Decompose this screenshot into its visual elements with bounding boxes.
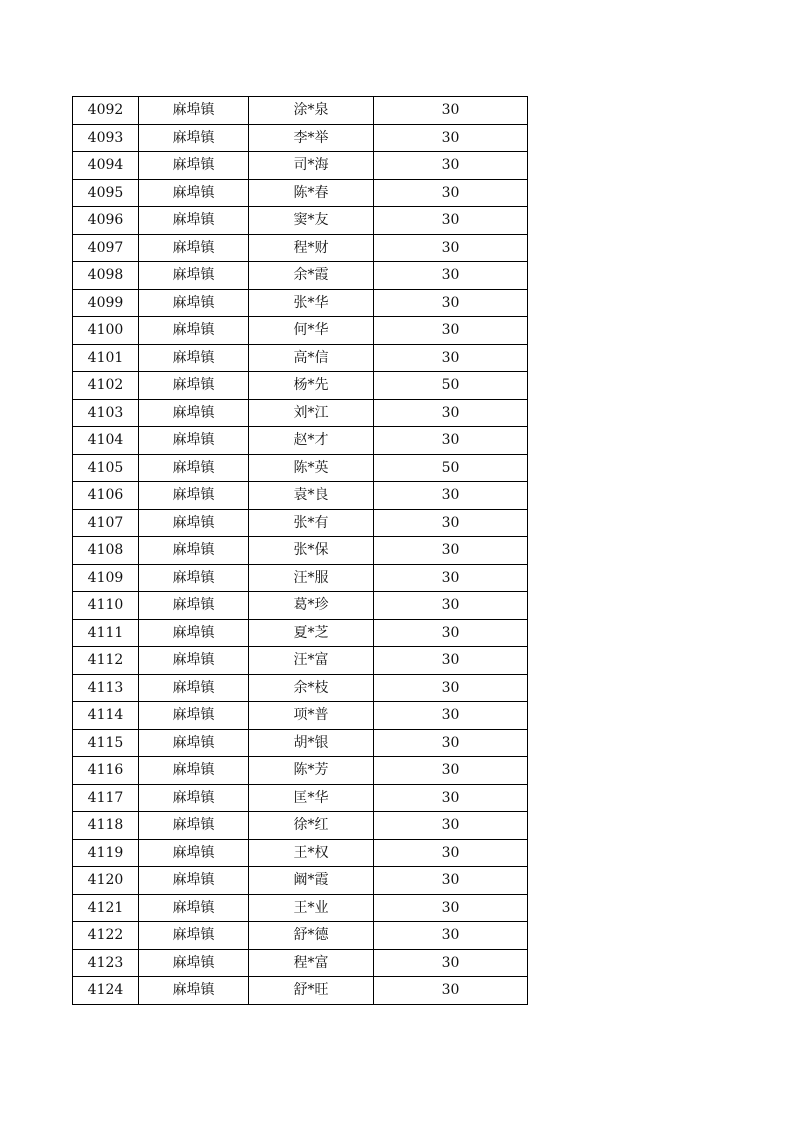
town-cell: 麻埠镇 [139,867,249,895]
amount-cell: 30 [374,702,528,730]
person-name-cell: 陈*英 [249,454,374,482]
row-number-cell: 4094 [73,152,139,180]
row-number-cell: 4103 [73,399,139,427]
amount-cell: 30 [374,482,528,510]
person-name-cell: 汪*富 [249,647,374,675]
person-name-cell: 舒*旺 [249,977,374,1005]
amount-cell: 30 [374,812,528,840]
row-number-cell: 4116 [73,757,139,785]
row-number-cell: 4095 [73,179,139,207]
town-cell: 麻埠镇 [139,812,249,840]
table-row [73,454,528,482]
amount-cell: 30 [374,839,528,867]
data-table [72,96,528,1005]
amount-cell: 30 [374,399,528,427]
town-cell: 麻埠镇 [139,839,249,867]
row-number-cell: 4115 [73,729,139,757]
table-row [73,949,528,977]
person-name-cell: 葛*珍 [249,592,374,620]
amount-cell: 30 [374,619,528,647]
table-row [73,207,528,235]
row-number-cell: 4092 [73,97,139,125]
amount-cell: 30 [374,757,528,785]
person-name-cell: 汪*服 [249,564,374,592]
row-number-cell: 4108 [73,537,139,565]
person-name-cell: 张*保 [249,537,374,565]
table-row [73,152,528,180]
town-cell: 麻埠镇 [139,729,249,757]
table-row [73,97,528,125]
row-number-cell: 4117 [73,784,139,812]
person-name-cell: 刘*江 [249,399,374,427]
row-number-cell: 4122 [73,922,139,950]
table-row [73,289,528,317]
person-name-cell: 陈*芳 [249,757,374,785]
person-name-cell: 徐*红 [249,812,374,840]
town-cell: 麻埠镇 [139,537,249,565]
amount-cell: 30 [374,317,528,345]
town-cell: 麻埠镇 [139,262,249,290]
table-row [73,399,528,427]
row-number-cell: 4114 [73,702,139,730]
town-cell: 麻埠镇 [139,894,249,922]
town-cell: 麻埠镇 [139,922,249,950]
town-cell: 麻埠镇 [139,454,249,482]
town-cell: 麻埠镇 [139,702,249,730]
person-name-cell: 袁*良 [249,482,374,510]
row-number-cell: 4110 [73,592,139,620]
table-row [73,674,528,702]
table-row [73,234,528,262]
town-cell: 麻埠镇 [139,619,249,647]
table-row [73,179,528,207]
amount-cell: 30 [374,207,528,235]
amount-cell: 30 [374,152,528,180]
town-cell: 麻埠镇 [139,97,249,125]
person-name-cell: 司*海 [249,152,374,180]
amount-cell: 30 [374,262,528,290]
town-cell: 麻埠镇 [139,674,249,702]
table-row [73,619,528,647]
amount-cell: 30 [374,537,528,565]
town-cell: 麻埠镇 [139,564,249,592]
table-row [73,867,528,895]
table-row [73,922,528,950]
table-row [73,317,528,345]
town-cell: 麻埠镇 [139,317,249,345]
row-number-cell: 4123 [73,949,139,977]
amount-cell: 30 [374,922,528,950]
person-name-cell: 窦*友 [249,207,374,235]
table-row [73,894,528,922]
table-row [73,729,528,757]
person-name-cell: 陈*春 [249,179,374,207]
amount-cell: 30 [374,949,528,977]
row-number-cell: 4121 [73,894,139,922]
row-number-cell: 4111 [73,619,139,647]
person-name-cell: 张*华 [249,289,374,317]
table-row [73,124,528,152]
row-number-cell: 4099 [73,289,139,317]
row-number-cell: 4097 [73,234,139,262]
table-row [73,977,528,1005]
row-number-cell: 4112 [73,647,139,675]
table-row [73,647,528,675]
amount-cell: 30 [374,867,528,895]
table-row [73,344,528,372]
amount-cell: 30 [374,289,528,317]
row-number-cell: 4120 [73,867,139,895]
row-number-cell: 4096 [73,207,139,235]
table-row [73,509,528,537]
amount-cell: 30 [374,179,528,207]
person-name-cell: 张*有 [249,509,374,537]
town-cell: 麻埠镇 [139,757,249,785]
row-number-cell: 4107 [73,509,139,537]
town-cell: 麻埠镇 [139,592,249,620]
person-name-cell: 王*权 [249,839,374,867]
table-body [73,97,528,1005]
table-row [73,262,528,290]
amount-cell: 30 [374,564,528,592]
town-cell: 麻埠镇 [139,289,249,317]
table-row [73,812,528,840]
table-row [73,372,528,400]
row-number-cell: 4104 [73,427,139,455]
town-cell: 麻埠镇 [139,647,249,675]
person-name-cell: 李*举 [249,124,374,152]
row-number-cell: 4102 [73,372,139,400]
amount-cell: 30 [374,784,528,812]
table-row [73,564,528,592]
table-row [73,839,528,867]
town-cell: 麻埠镇 [139,399,249,427]
town-cell: 麻埠镇 [139,344,249,372]
amount-cell: 30 [374,894,528,922]
person-name-cell: 程*财 [249,234,374,262]
person-name-cell: 杨*先 [249,372,374,400]
person-name-cell: 赵*才 [249,427,374,455]
amount-cell: 50 [374,372,528,400]
town-cell: 麻埠镇 [139,977,249,1005]
table-row [73,702,528,730]
row-number-cell: 4109 [73,564,139,592]
person-name-cell: 阚*霞 [249,867,374,895]
person-name-cell: 余*枝 [249,674,374,702]
amount-cell: 30 [374,674,528,702]
amount-cell: 30 [374,234,528,262]
amount-cell: 30 [374,592,528,620]
person-name-cell: 王*业 [249,894,374,922]
row-number-cell: 4113 [73,674,139,702]
row-number-cell: 4105 [73,454,139,482]
amount-cell: 50 [374,454,528,482]
row-number-cell: 4093 [73,124,139,152]
amount-cell: 30 [374,647,528,675]
amount-cell: 30 [374,977,528,1005]
table-row [73,537,528,565]
person-name-cell: 高*信 [249,344,374,372]
town-cell: 麻埠镇 [139,509,249,537]
amount-cell: 30 [374,729,528,757]
person-name-cell: 涂*泉 [249,97,374,125]
row-number-cell: 4106 [73,482,139,510]
row-number-cell: 4119 [73,839,139,867]
town-cell: 麻埠镇 [139,482,249,510]
row-number-cell: 4118 [73,812,139,840]
town-cell: 麻埠镇 [139,124,249,152]
person-name-cell: 胡*银 [249,729,374,757]
person-name-cell: 项*普 [249,702,374,730]
table-row [73,482,528,510]
amount-cell: 30 [374,97,528,125]
row-number-cell: 4101 [73,344,139,372]
person-name-cell: 程*富 [249,949,374,977]
row-number-cell: 4100 [73,317,139,345]
town-cell: 麻埠镇 [139,179,249,207]
town-cell: 麻埠镇 [139,234,249,262]
town-cell: 麻埠镇 [139,372,249,400]
town-cell: 麻埠镇 [139,427,249,455]
person-name-cell: 匡*华 [249,784,374,812]
person-name-cell: 舒*德 [249,922,374,950]
town-cell: 麻埠镇 [139,152,249,180]
row-number-cell: 4098 [73,262,139,290]
amount-cell: 30 [374,427,528,455]
person-name-cell: 何*华 [249,317,374,345]
town-cell: 麻埠镇 [139,207,249,235]
amount-cell: 30 [374,344,528,372]
person-name-cell: 余*霞 [249,262,374,290]
row-number-cell: 4124 [73,977,139,1005]
town-cell: 麻埠镇 [139,949,249,977]
table-row [73,592,528,620]
amount-cell: 30 [374,509,528,537]
table-row [73,757,528,785]
town-cell: 麻埠镇 [139,784,249,812]
table-row [73,427,528,455]
table-row [73,784,528,812]
amount-cell: 30 [374,124,528,152]
person-name-cell: 夏*芝 [249,619,374,647]
